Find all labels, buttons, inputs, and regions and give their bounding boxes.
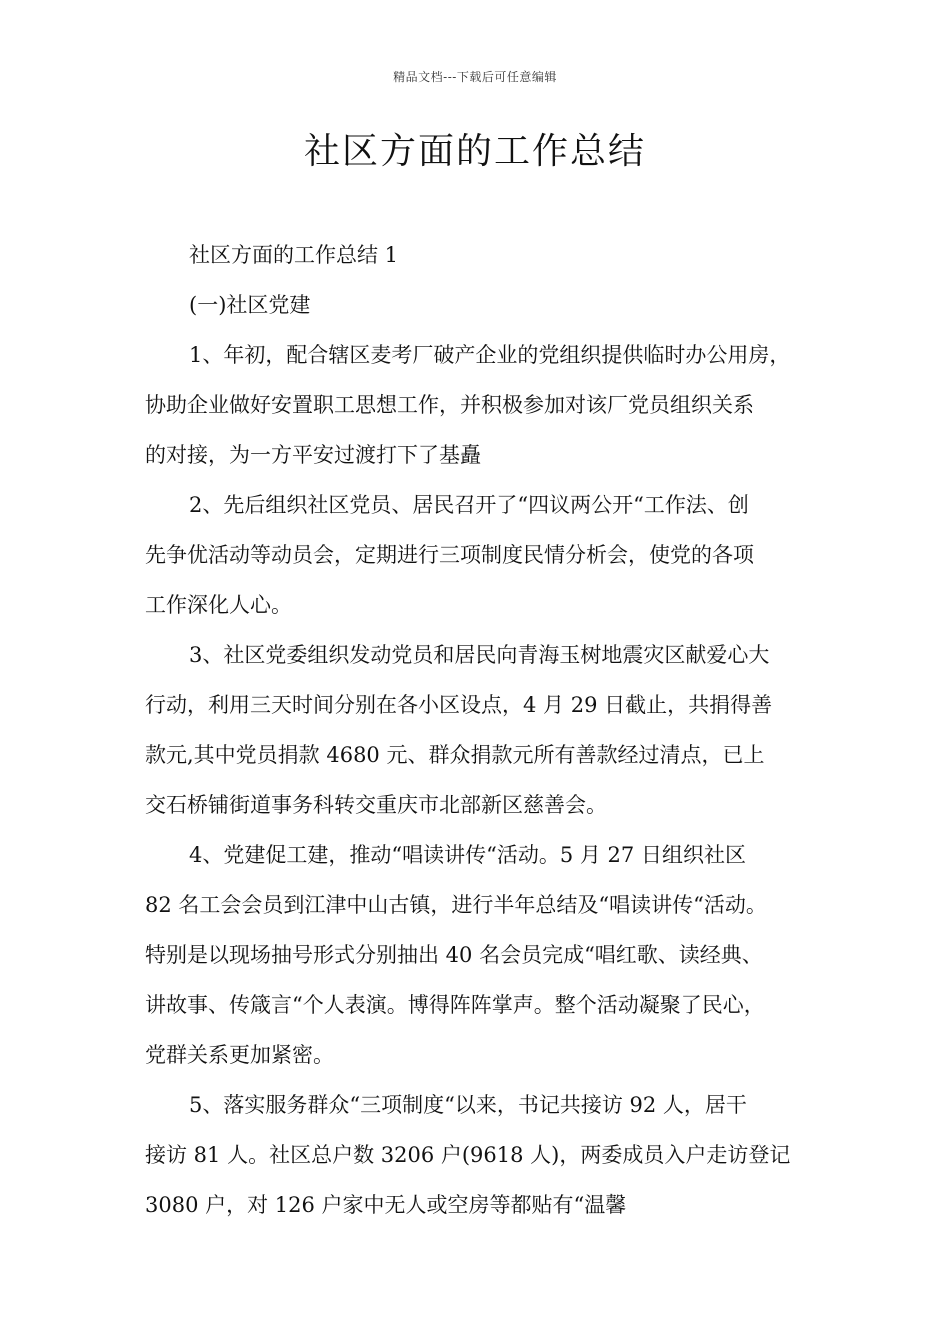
- text-line: 先争优活动等动员会，定期进行三项制度民情分析会，使党的各项: [145, 543, 754, 567]
- text-line: 交石桥铺街道事务科转交重庆市北部新区慈善会。: [145, 793, 607, 817]
- text-line: 讲故事、传箴言“个人表演。博得阵阵掌声。整个活动凝聚了民心，: [145, 993, 765, 1017]
- text-line: 82 名工会会员到江津中山古镇，进行半年总结及“唱读讲传“活动。: [145, 893, 767, 917]
- text-line: (一)社区党建: [189, 293, 311, 317]
- text-line: 社区方面的工作总结 1: [189, 243, 399, 267]
- document-title: 社区方面的工作总结: [303, 131, 646, 172]
- text-line: 3080 户，对 126 户家中无人或空房等都贴有“温馨: [145, 1193, 627, 1217]
- text-line: 1、年初，配合辖区麦考厂破产企业的党组织提供临时办公用房，: [189, 343, 791, 367]
- text-line: 党群关系更加紧密。: [145, 1043, 334, 1067]
- text-line: 3、社区党委组织发动党员和居民向青海玉树地震灾区献爱心大: [189, 643, 770, 667]
- text-line: 的对接，为一方平安过渡打下了基矗: [145, 443, 481, 467]
- header-note: 精品文档---下载后可任意编辑: [393, 70, 557, 84]
- document-body: [145, 230, 813, 1230]
- text-line: 协助企业做好安置职工思想工作，并积极参加对该厂党员组织关系: [145, 393, 754, 417]
- text-line: 接访 81 人。社区总户数 3206 户(9618 人)，两委成员入户走访登记: [145, 1143, 791, 1167]
- text-line: 特别是以现场抽号形式分别抽出 40 名会员完成“唱红歌、读经典、: [145, 943, 763, 967]
- text-line: 4、党建促工建，推动“唱读讲传“活动。5 月 27 日组织社区: [189, 843, 746, 867]
- text-line: 5、落实服务群众“三项制度“以来，书记共接访 92 人，居干: [189, 1093, 747, 1117]
- text-line: 2、先后组织社区党员、居民召开了“四议两公开“工作法、创: [189, 493, 749, 517]
- text-line: 款元,其中党员捐款 4680 元、群众捐款元所有善款经过清点，已上: [145, 743, 765, 767]
- text-line: 行动，利用三天时间分别在各小区设点，4 月 29 日截止，共捐得善: [145, 693, 773, 717]
- text-line: 工作深化人心。: [145, 593, 292, 617]
